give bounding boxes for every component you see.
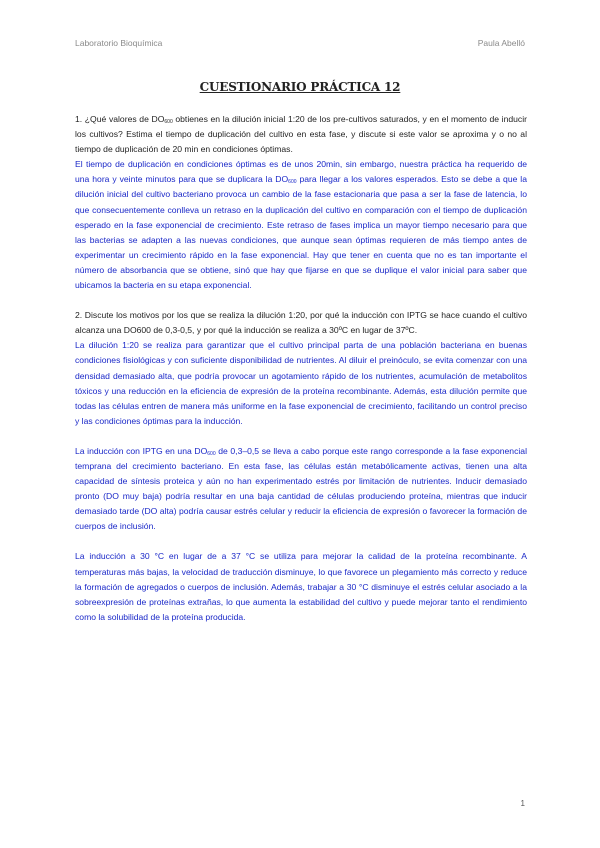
answer-2-iptg: La inducción con IPTG en una $DO_{600}$ de 0,3–0,5 se lleva a cabo porque este rango corresponde a la fase exponencial temprana del crecimiento bacteriano. En esta fase, las células están metabólicamente activas, tienen una alta capacidad de síntesis proteica y aún no han experimentado estrés por limitación de nutrientes. Inducir demasiado pronto (DO muy baja) podría resultar en una baja cantidad de células produciendo proteína, mientras que inducir demasiado tarde (DO alta) podría causar estrés celular y reducir la eficiencia de expresión o favorecer la formación de cuerpos de inclusión. — [75, 445, 527, 532]
question-1: 1. ¿Qué valores de $DO_{600}$ obtienes en la dilución inicial 1:20 de los pre-cultivos saturados, y en el momento de inducir los cultivos? Estima el tiempo de duplicación del cultivo en esta fase, y discute si este valor se aproxima y o no al tiempo de duplicación de 20 min en condiciones óptimas. — [75, 114, 527, 155]
question-2: 2. Discute los motivos por los que se realiza la dilución 1:20, por qué la inducción con IPTG se hace cuando el cultivo alcanza una DO600 de 0,3-0,5, y por qué la inducción se realiza a 30ºC en lugar de 37ºC. — [75, 310, 527, 336]
header-left: Laboratorio Bioquímica — [75, 38, 163, 48]
document-body — [75, 112, 527, 625]
header-right: Paula Abelló — [477, 38, 525, 48]
page-header — [75, 38, 525, 48]
answer-1: El tiempo de duplicación en condiciones óptimas es de unos 20min, sin embargo, nuestra práctica ha requerido de una hora y veinte minutos para que se duplicara la $DO_{600}$ para llegar a los valores esperados. Esto se debe a que la dilución inicial del cultivo bacteriano provoca un cambio de la fase estacionaria que pasa a ser la fase de latencia, lo que consecuentemente conlleva un retraso en la duplicación del cultivo en comparación con el tiempo de duplicación esperado en la fase exponencial de crecimiento. Este retraso de fases implica un mayor tiempo necesario para que las bacterias se adapten a las nuevas condiciones, que aunque sean óptimas requieren de más tiempo antes de experimentar un crecimiento rápido en la fase exponencial. Hay que tener en cuenta que no es tan importante el número de absorbancia que se obtiene, sinó que hay que fijarse en que se duplique el valor inicial para saber que ubicamos la bacteria en su etapa exponencial. — [75, 159, 527, 291]
page-number: 1 — [520, 799, 525, 808]
answer-2-dilution: La dilución 1:20 se realiza para garantizar que el cultivo principal parta de una población bacteriana en buenas condiciones fisiológicas y con suficiente disponibilidad de nutrientes. Al diluir el preinóculo, se evita comenzar con una densidad demasiado alta, que podría provocar un agotamiento rápido de los nutrientes, acumulación de metabolitos tóxicos y una reducción en la eficiencia de expresión de la proteína recombinante. Además, esta dilución permite que todas las células entren de manera más uniforme en la fase exponencial de crecimiento, facilitando un control preciso y las condiciones óptimas para la inducción. — [75, 340, 527, 426]
document-title: CUESTIONARIO PRÁCTICA 12 — [199, 80, 401, 94]
answer-2-temperature: La inducción a 30 °C en lugar de a 37 °C se utiliza para mejorar la calidad de la proteína recombinante. A temperaturas más bajas, la velocidad de traducción disminuye, lo que favorece un plegamiento más correcto y reduce la formación de agregados o cuerpos de inclusión. Además, trabajar a 30 °C disminuye el estrés celular asociado a la sobreexpresión de proteínas extrañas, lo que aumenta la estabilidad del cultivo y puede mejorar tanto el rendimiento como la solubilidad de la proteína producida. — [75, 551, 527, 622]
